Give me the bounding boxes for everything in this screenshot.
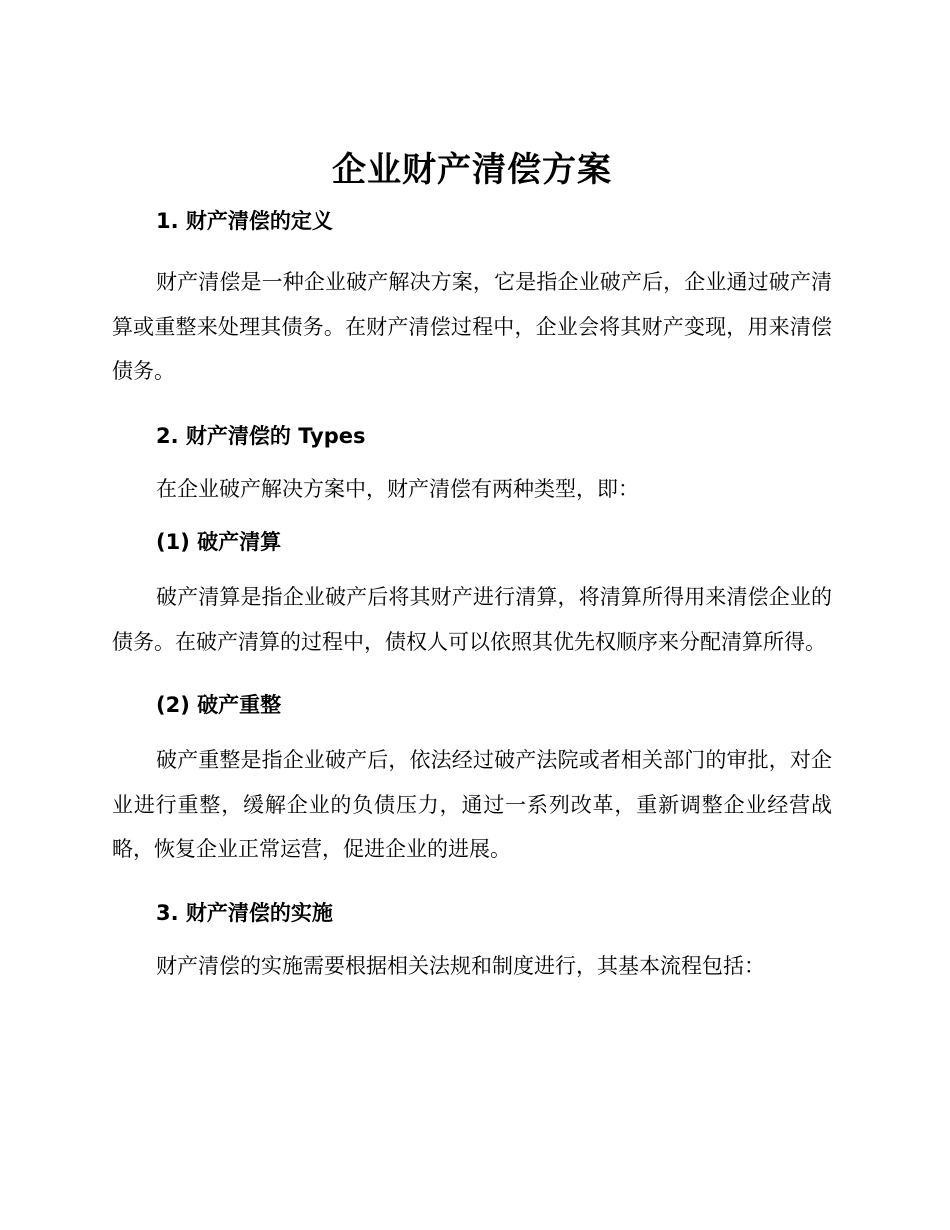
paragraph-types-intro: 在企业破产解决方案中，财产清偿有两种类型，即：	[156, 476, 639, 501]
paragraph-reorganization: 破产重整是指企业破产后，依法经过破产法院或者相关部门的审批，对企业进行重整，缓解企业的负债压力，通过一系列改革，重新调整企业经营战略，恢复企业正常运营，促进企业的进展。	[112, 748, 832, 861]
section-heading-liquidation: (1) 破产清算	[156, 530, 282, 554]
section-heading-reorganization: (2) 破产重整	[156, 693, 282, 717]
section-heading-implementation: 3. 财产清偿的实施	[156, 900, 333, 925]
section-heading-types: 2. 财产清偿的 Types	[156, 423, 366, 448]
paragraph-liquidation: 破产清算是指企业破产后将其财产进行清算，将清算所得用来清偿企业的债务。在破产清算的过程中，债权人可以依照其优先权顺序来分配清算所得。	[112, 585, 832, 654]
paragraph-definition: 财产清偿是一种企业破产解决方案，它是指企业破产后，企业通过破产清算或重整来处理其债务。在财产清偿过程中，企业会将其财产变现，用来清偿债务。	[112, 270, 832, 383]
paragraph-implementation: 财产清偿的实施需要根据相关法规和制度进行，其基本流程包括：	[156, 953, 765, 978]
document-title: 企业财产清偿方案	[332, 150, 612, 190]
section-heading-definition: 1. 财产清偿的定义	[156, 209, 333, 233]
